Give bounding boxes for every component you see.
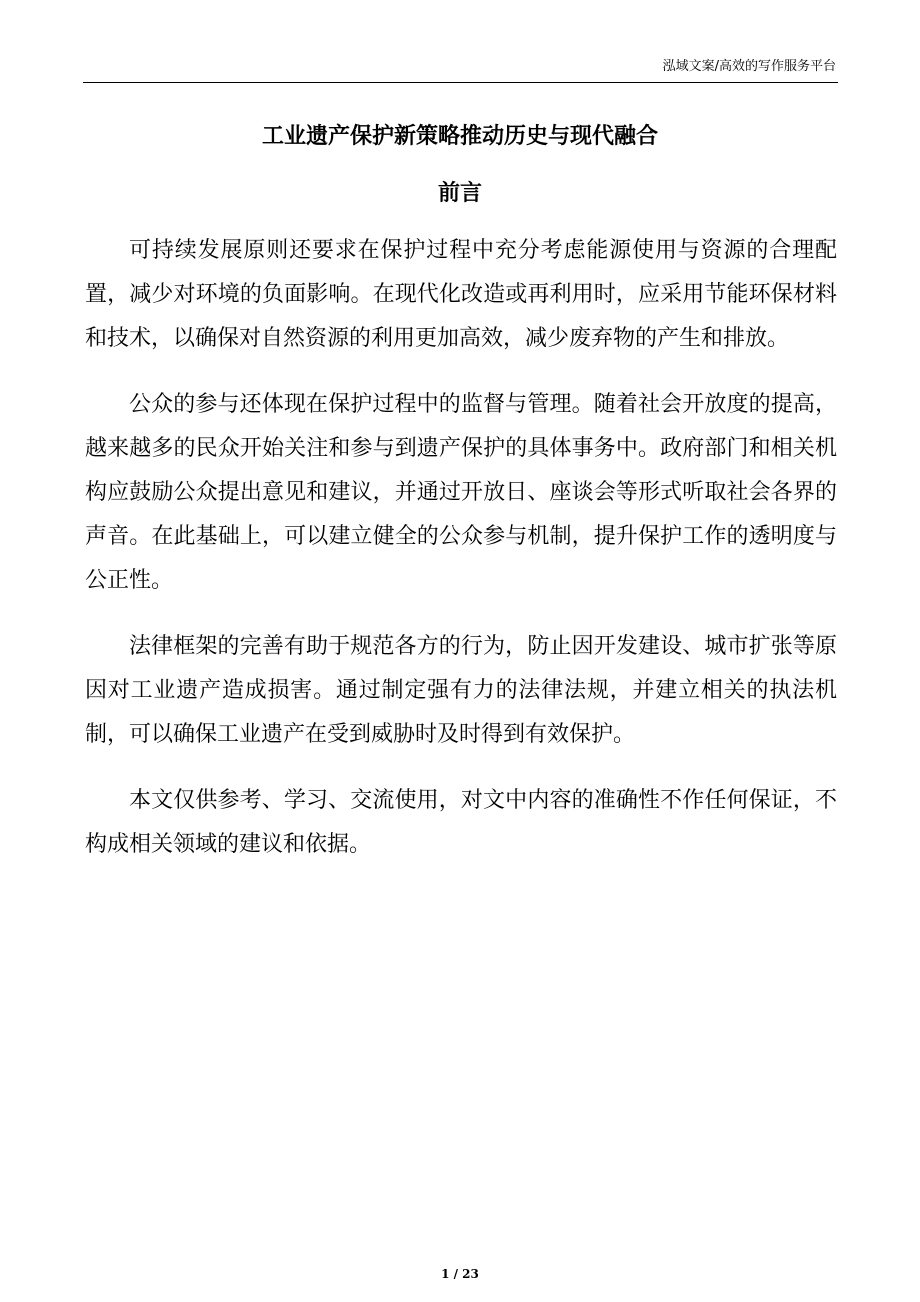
header-brand: 泓域文案/高效的写作服务平台 (662, 59, 836, 74)
disclaimer-paragraph: 本文仅供参考、学习、交流使用，对文中内容的准确性不作任何保证，不构成相关领域的建议和依据。 (85, 788, 837, 857)
section-title: 前言 (437, 181, 482, 206)
page-number: 1 / 23 (441, 1267, 479, 1281)
paragraph: 可持续发展原则还要求在保护过程中充分考虑能源使用与资源的合理配置，减少对环境的负面影响。在现代化改造或再利用时，应采用节能环保材料和技术，以确保对自然资源的利用更加高效，减少废弃物的产生和排放。 (85, 238, 837, 351)
header-divider (83, 82, 838, 83)
document-title: 工业遗产保护新策略推动历史与现代融合 (261, 124, 658, 149)
paragraph: 公众的参与还体现在保护过程中的监督与管理。随着社会开放度的提高，越来越多的民众开始关注和参与到遗产保护的具体事务中。政府部门和相关机构应鼓励公众提出意见和建议，并通过开放日、座谈会等形式听取社会各界的声音。在此基础上，可以建立健全的公众参与机制，提升保护工作的透明度与公正性。 (85, 392, 837, 593)
paragraph: 法律框架的完善有助于规范各方的行为，防止因开发建设、城市扩张等原因对工业遗产造成损害。通过制定强有力的法律法规，并建立相关的执法机制，可以确保工业遗产在受到威胁时及时得到有效保护。 (85, 634, 837, 747)
document-body (85, 229, 837, 889)
